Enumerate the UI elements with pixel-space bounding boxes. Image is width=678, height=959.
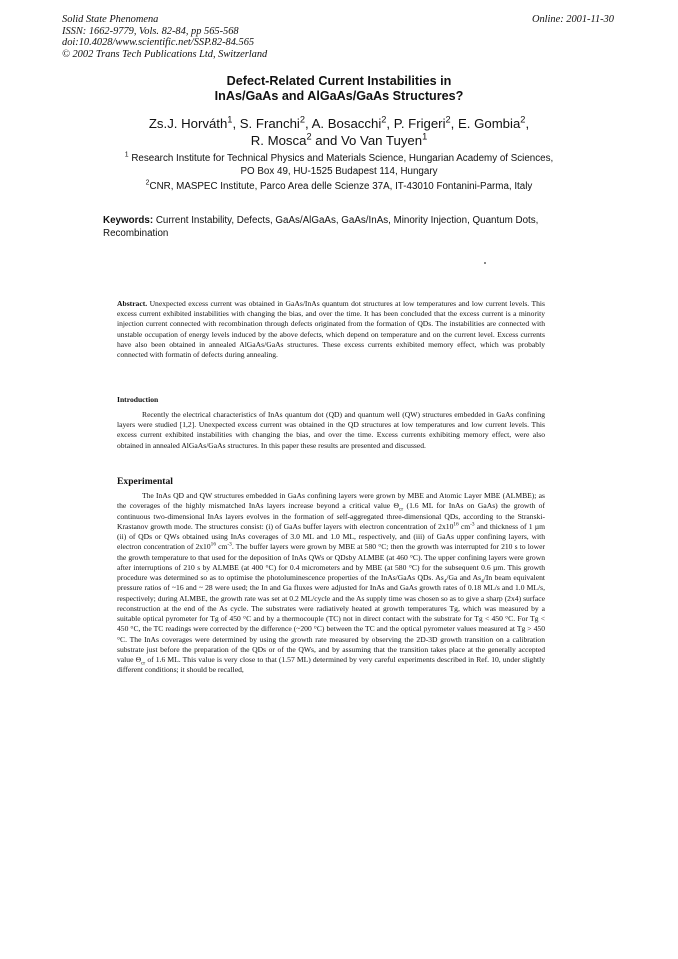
introduction-text: Recently the electrical characteristics of InAs quantum dot (QD) and quantum well (QW) structures embedded in GaAs confining layers were studied [1,2]. Unexpected excess current was obtained in the QD structures at low temperatures and low current levels. This excess current exhibited instabilities with changing the bias, and over the time. Excess currents exhibiting memory effect, were also obtained in annealed AlGaAs/GaAs structures. In this paper these results are presented and discussed. bbox=[117, 410, 545, 450]
affiliation-mark: 2 bbox=[520, 114, 526, 125]
exponent: -3 bbox=[227, 541, 232, 548]
keywords bbox=[103, 215, 567, 240]
author-name: , P. Frigeri bbox=[386, 116, 446, 131]
exponent: 16 bbox=[210, 541, 216, 548]
abstract-label: Abstract. bbox=[117, 299, 148, 308]
abstract-text: Unexpected excess current was obtained in GaAs/InAs quantum dot structures at low temperatures and low current levels. This excess current exhibited instabilities with changing the bias, and over the time. It has been concluded that the excess current is a minority injection current connected with recombination through defects originated from the formation of QDs. The instabilities are connected with unstable occupation of energy levels induced by the above defects, which depend on temperature and on the current level. Excess currents have also been obtained in annealed AlGaAs/GaAs structures. These excess currents exhibited memory effect, which was probably connected with formatin of defects during annealing. bbox=[117, 299, 545, 360]
abstract bbox=[117, 299, 545, 360]
journal-header bbox=[62, 14, 267, 60]
affiliation-mark: 2 bbox=[445, 114, 451, 125]
title-line-2: InAs/GaAs and AlGaAs/GaAs Structures? bbox=[214, 89, 464, 103]
affiliation-number: 1 bbox=[124, 151, 129, 159]
subscript: 4 bbox=[443, 578, 447, 585]
affiliation-number: 2 bbox=[145, 179, 150, 187]
text-run: of 1.6 ML. This value is very close to that (1.57 ML) determined by very careful experiments described in Ref. 10, under slightly different conditions; it should be recalled, bbox=[117, 655, 546, 675]
text-run: /Ga and As bbox=[446, 573, 482, 582]
journal-name: Solid State Phenomena bbox=[62, 14, 159, 25]
affiliation-mark: 1 bbox=[227, 114, 233, 125]
online-date: Online: 2001-11-30 bbox=[531, 14, 614, 25]
copyright-line: © 2002 Trans Tech Publications Ltd, Switzerland bbox=[62, 48, 268, 60]
author-name: Zs.J. Horváth bbox=[148, 116, 228, 131]
author-list bbox=[0, 115, 678, 149]
affiliation-1-line-1 bbox=[0, 153, 678, 166]
speck bbox=[484, 262, 486, 264]
exponent: 16 bbox=[453, 521, 459, 528]
text-run: /In beam equivalent pressure ratios of ~16 and ~ 28 were used; the In and Ga fluxes were adjusted for InAs and GaAs growth rates of 0.18 ML/s and 1.0 ML/s, respectively; during ALMBE, the growth rate was set at 0.2 ML/cycle and the As supply time was chosen so as to give a sharp (2x4) surface reconstruction at the end of the As cycle. The substrates were radiatively heated at growth temperatures Tg, which was measured by a suitable optical pyrometer for Tg of 450 °C and by a thermocouple (TC) not in direct contact with the substrate for Tg < 450 °C. For Tg < 450 °C, the TC readings were corrected by the difference (~200 °C) between the TC and the optical pyrometer values measured at Tg > 450 °C. The InAs coverages were determined by using the growth rate measured by observing the 2D-3D growth transition on a calibration substrate just before the preparation of the QDs or of the QWs, and by assuming that the transition takes place at the generally accepted value bbox=[117, 573, 545, 664]
exponent: -3 bbox=[470, 521, 475, 528]
affiliation-text: Research Institute for Technical Physics and Materials Science, Hungarian Academy of Sciences, bbox=[131, 153, 554, 164]
subscript: cr bbox=[399, 506, 404, 513]
affiliation-1-line-2: PO Box 49, HU-1525 Budapest 114, Hungary bbox=[240, 165, 438, 177]
author-line-1 bbox=[0, 115, 678, 132]
paper-title bbox=[0, 74, 678, 104]
title-line-1: Defect-Related Current Instabilities in bbox=[226, 74, 452, 88]
text-run: and thickness of 1 µm (ii) of QDs or QWs obtained using InAs coverages of 3.0 ML and 1.0 ML, respectively, and (iii) of GaAs upper confining layers, with electron concentration of 2x10 bbox=[117, 521, 545, 552]
issn-line: ISSN: 1662-9779, Vols. 82-84, pp 565-568 bbox=[62, 25, 239, 37]
subscript: 4 bbox=[481, 578, 484, 585]
author-line-2 bbox=[0, 132, 678, 149]
subscript: cr bbox=[141, 660, 146, 667]
author-name: , A. Bosacchi bbox=[305, 116, 382, 131]
doi-line: doi:10.4028/www.scientific.net/SSP.82-84.565 bbox=[62, 37, 255, 49]
author-separator: , bbox=[525, 116, 530, 131]
author-name: R. Mosca bbox=[250, 133, 307, 148]
experimental-body bbox=[117, 491, 545, 676]
affiliation-1 bbox=[0, 153, 678, 178]
text-run: cm bbox=[215, 542, 228, 552]
text-run: The InAs QD and QW structures embedded in GaAs confining layers were grown by MBE and Atomic Layer MBE (ALMBE); as the coverages of the highly mismatched InAs layers increase beyond a critical value bbox=[117, 491, 545, 511]
text-run: cm bbox=[458, 521, 471, 531]
text-run: (1.6 ML for InAs on GaAs) the growth of continuous two-dimensional InAs layers evolves in the formation of self-aggregated three-dimensional QDs, according to the Stranski-Krastanov growth mode. The structures consist: (i) of GaAs buffer layers with electron concentration of 2x10 bbox=[117, 501, 545, 531]
theta-symbol: Θ bbox=[135, 655, 142, 664]
affiliation-mark: 1 bbox=[422, 131, 428, 142]
affiliation-mark: 2 bbox=[306, 131, 312, 142]
author-name: , S. Franchi bbox=[232, 116, 300, 131]
text-run: . The buffer layers were grown by MBE at 580 °C; then the growth was interrupted for 210 s to lower the growth temperature to that used for the deposition of InAs QWs or QDsby ALMBE (at 460 °C). The upper confining layers were grown after interruptions of 210 s by ALMBE (at 400 °C) for 0.4 micrometers and by MBE (at 580 °C) for the subsequent 0.6 µm. This growth procedure was determined so as to optimise the photoluminescence properties of the InAs/GaAs QDs. As bbox=[117, 542, 545, 582]
affiliation-mark: 2 bbox=[381, 114, 387, 125]
keywords-text: Current Instability, Defects, GaAs/AlGaAs, GaAs/InAs, Minority Injection, Quantum Dots, Recombination bbox=[103, 215, 539, 239]
introduction-heading: Introduction bbox=[117, 395, 159, 404]
affiliation-2 bbox=[0, 181, 678, 194]
keywords-label: Keywords: bbox=[103, 215, 154, 226]
author-name: and Vo Van Tuyen bbox=[311, 133, 423, 148]
affiliation-text: CNR, MASPEC Institute, Parco Area delle Scienze 37A, IT-43010 Fontanini-Parma, Italy bbox=[149, 181, 533, 192]
theta-symbol: Θ bbox=[393, 501, 399, 511]
affiliation-mark: 2 bbox=[299, 114, 306, 125]
introduction-body bbox=[117, 410, 545, 451]
experimental-heading: Experimental bbox=[117, 476, 173, 487]
author-name: , E. Gombia bbox=[450, 116, 521, 131]
